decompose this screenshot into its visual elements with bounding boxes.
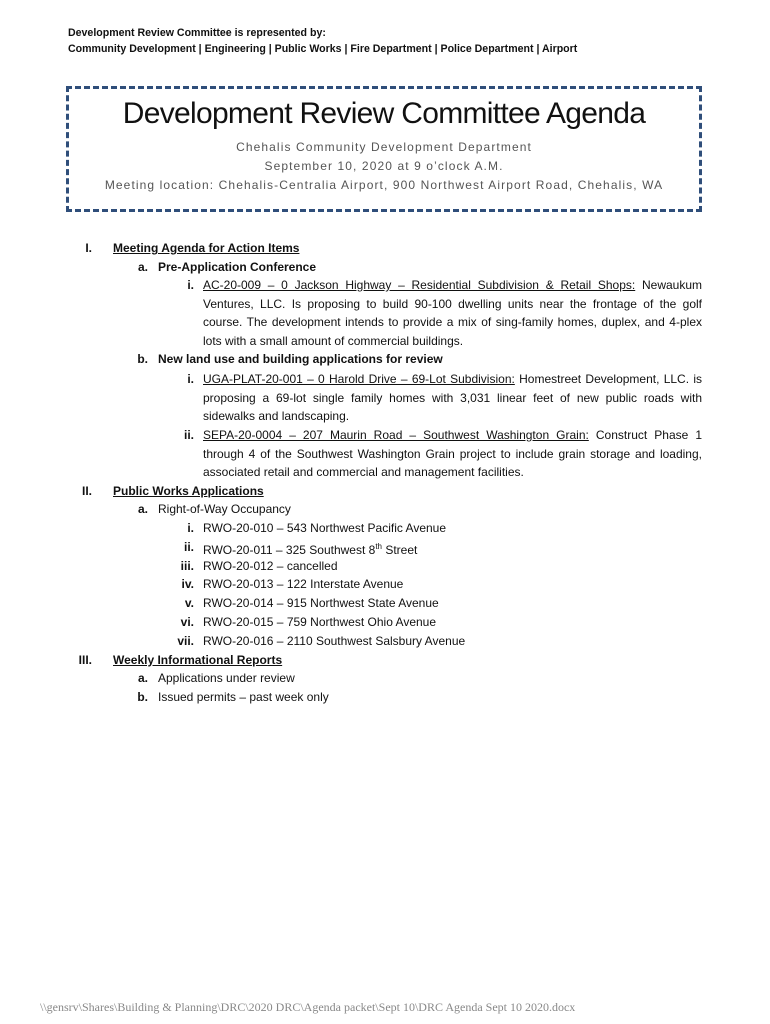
header-line-1: Development Review Committee is represented by: (68, 27, 326, 39)
item-number: ii. (183, 428, 194, 442)
item-description: Newaukum Ventures, LLC. Is proposing to build 90-100 dwelling units near the frontage of the golf course. The development intends to provide a mix of sing-family homes, duplex, and 4-plex lots with a small amount of commercial buildings. (203, 278, 703, 348)
rwo-item-text: RWO-20-011 – 325 Southwest 8 (203, 543, 376, 557)
subsection-letter: b. (137, 690, 148, 704)
report-item: Applications under review (158, 671, 295, 685)
file-path-footer: \\gensrv\Shares\Building & Planning\DRC\2020 DRC\Agenda packet\Sept 10\DRC Agenda Sept 10 2020.docx (40, 1000, 576, 1014)
section-number: III. (78, 653, 92, 667)
rwo-item: RWO-20-016 – 2110 Southwest Salsbury Avenue (203, 634, 466, 648)
subsection-title-new-applications: New land use and building applications for review (158, 352, 443, 366)
item-number: vii. (177, 634, 194, 648)
rwo-item: RWO-20-014 – 915 Northwest State Avenue (203, 596, 439, 610)
item-number: i. (187, 278, 194, 292)
item-number: vi. (180, 615, 194, 629)
item-number: iv. (181, 577, 194, 591)
ordinal-suffix: th (375, 542, 382, 551)
item-number: i. (187, 521, 194, 535)
item-number: i. (187, 372, 194, 386)
subsection-letter: a. (137, 671, 148, 685)
agenda-item-sepa-20-0004 (203, 426, 702, 482)
item-number: ii. (183, 540, 194, 554)
section-number: II. (81, 484, 92, 498)
item-description: Homestreet Development, LLC. is proposing a 69-lot single family homes with 3,031 linear feet of new public roads with sidewalks and landscaping. (203, 372, 702, 423)
rwo-item: RWO-20-012 – cancelled (203, 559, 338, 573)
rwo-item: RWO-20-010 – 543 Northwest Pacific Avenue (203, 521, 447, 535)
subsection-letter: b. (137, 352, 148, 366)
committee-header (68, 25, 577, 57)
agenda-title: Development Review Committee Agenda (122, 97, 646, 130)
subsection-letter: a. (137, 502, 148, 516)
section-number: I. (85, 241, 92, 255)
meeting-date: September 10, 2020 at 9 o’clock A.M. (264, 159, 504, 173)
item-reference: SEPA-20-0004 – 207 Maurin Road – Southwest Washington Grain: (203, 428, 589, 442)
meeting-location: Meeting location: Chehalis-Centralia Airport, 900 Northwest Airport Road, Chehalis, WA (104, 178, 664, 192)
report-item: Issued permits – past week only (158, 690, 329, 704)
item-reference: AC-20-009 – 0 Jackson Highway – Residential Subdivision & Retail Shops: (203, 278, 636, 292)
item-number: iii. (180, 559, 194, 573)
section-title-action-items: Meeting Agenda for Action Items (113, 241, 300, 255)
rwo-item: RWO-20-015 – 759 Northwest Ohio Avenue (203, 615, 437, 629)
rwo-item-tail: Street (382, 543, 418, 557)
subsection-title-row-occupancy: Right-of-Way Occupancy (158, 502, 291, 516)
item-reference: UGA-PLAT-20-001 – 0 Harold Drive – 69-Lot Subdivision: (203, 372, 515, 386)
section-title-weekly-reports: Weekly Informational Reports (113, 653, 283, 667)
agenda-item-uga-plat-20-001 (203, 370, 702, 426)
subsection-letter: a. (137, 260, 148, 274)
subsection-title-pre-application: Pre-Application Conference (158, 260, 317, 274)
item-number: v. (184, 596, 194, 610)
item-description: Construct Phase 1 through 4 of the Southwest Washington Grain project to include grain storage and loading, associated retail and commercial and management facilities. (203, 428, 702, 479)
header-line-2: Community Development | Engineering | Public Works | Fire Department | Police Department | Airport (68, 43, 578, 55)
section-title-public-works: Public Works Applications (113, 484, 264, 498)
title-box (66, 86, 702, 212)
agenda-item-ac-20-009 (203, 276, 702, 350)
department-name: Chehalis Community Development Department (236, 140, 532, 154)
rwo-item: RWO-20-013 – 122 Interstate Avenue (203, 577, 404, 591)
